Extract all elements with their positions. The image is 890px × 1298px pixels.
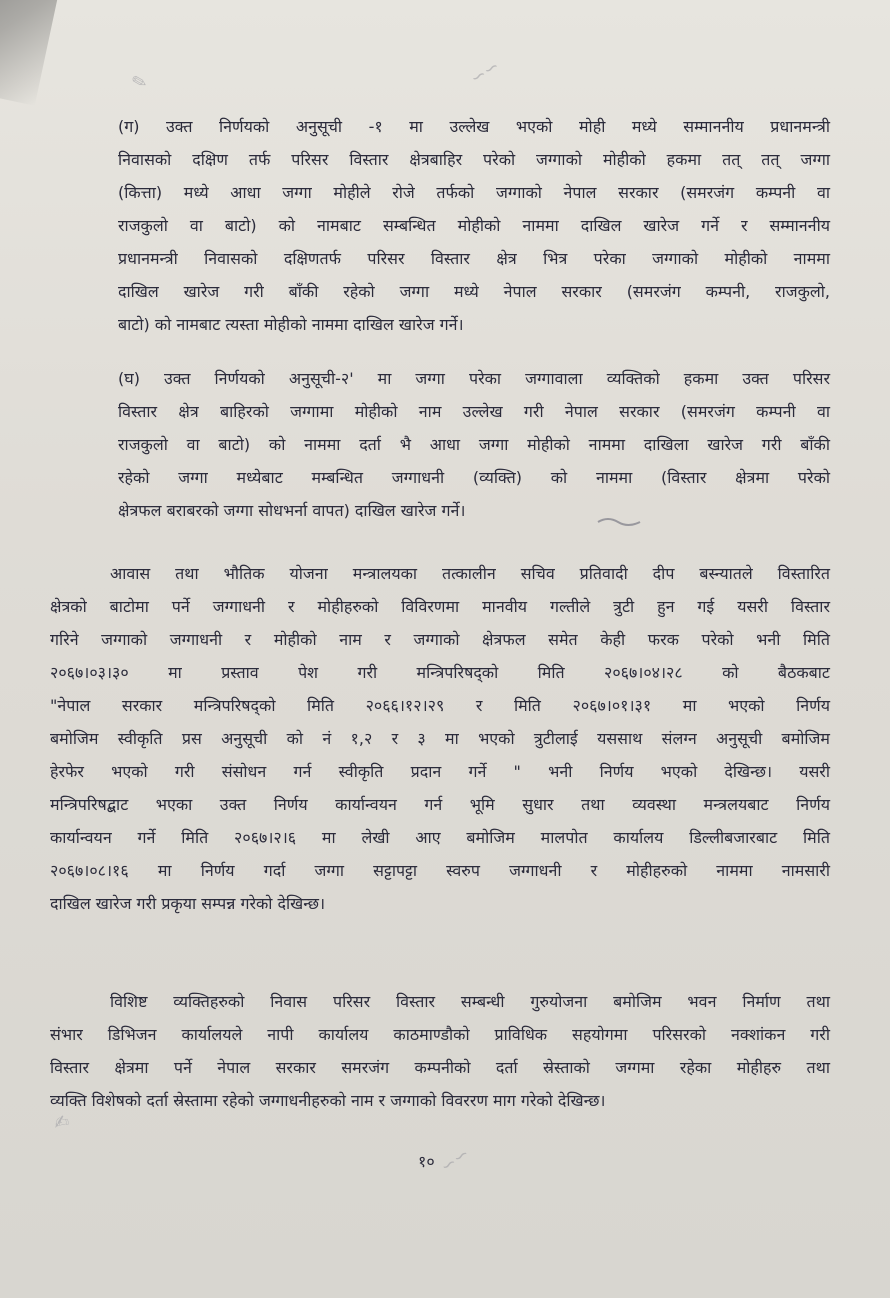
paragraph-line: मन्त्रिपरिषद्बाट भएका उक्त निर्णय कार्यान्वयन गर्न भूमि सुधार तथा व्यवस्था मन्त्रलयबाट निर्णय (50, 795, 830, 814)
paragraph-line: (घ) उक्त निर्णयको अनुसूची-२' मा जग्गा परेका जग्गावाला व्यक्तिको हकमा उक्त परिसर (118, 369, 830, 388)
paragraph-line: २०६७।०८।१६ मा निर्णय गर्दा जग्गा सट्टापट्टा स्वरुप जग्गाधनी र मोहीहरुको नाममा नामसारी (50, 861, 830, 880)
paragraph-master-plan (50, 985, 830, 1117)
signature-scribble-icon: ∽∽ (436, 1143, 474, 1178)
paragraph-line: प्रधानमन्त्री निवासको दक्षिणतर्फ परिसर विस्तार क्षेत्र भित्र परेका जग्गाको मोहीको नाममा (118, 249, 830, 268)
signature-scribble-icon: ∽∽ (466, 55, 504, 90)
handwritten-initial-icon: ✍ (52, 1110, 71, 1135)
paragraph-line: दाखिल खारेज गरी प्रकृया सम्पन्न गरेको देखिन्छ। (50, 894, 326, 913)
paragraph-line: बाटो) को नामबाट त्यस्ता मोहीको नाममा दाखिल खारेज गर्ने। (118, 315, 464, 334)
paragraph-line: आवास तथा भौतिक योजना मन्त्रालयका तत्कालीन सचिव प्रतिवादी दीप बस्न्यातले विस्तारित (110, 564, 830, 583)
paragraph-line: रहेको जग्गा मध्येबाट मम्बन्धित जग्गाधनी (व्यक्ति) को नाममा (विस्तार क्षेत्रमा परेको (118, 468, 830, 487)
paragraph-line: संभार डिभिजन कार्यालयले नापी कार्यालय काठमाण्डौको प्राविधिक सहयोगमा परिसरको नक्शांकन गरी (50, 1025, 830, 1044)
paragraph-line: (कित्ता) मध्ये आधा जग्गा मोहीले रोजे तर्फको जग्गाको नेपाल सरकार (समरजंग कम्पनी वा (118, 183, 830, 202)
paragraph-ministry-decision (50, 557, 830, 920)
page-number: १० (418, 1152, 435, 1171)
paragraph-line: राजकुलो वा बाटो) को नामबाट सम्बन्धित मोहीको नाममा दाखिल खारेज गर्ने र सम्माननीय (118, 216, 830, 235)
paragraph-line: "नेपाल सरकार मन्त्रिपरिषद्को मिति २०६६।१२।२९ र मिति २०६७।०१।३१ मा भएको निर्णय (50, 696, 830, 715)
paragraph-line: कार्यान्वयन गर्ने मिति २०६७।२।६ मा लेखी आए बमोजिम मालपोत कार्यालय डिल्लीबजारबाट मिति (50, 828, 830, 847)
paragraph-line: २०६७।०३।३० मा प्रस्ताव पेश गरी मन्त्रिपरिषद्को मिति २०६७।०४।२८ को बैठकबाट (50, 663, 830, 682)
paragraph-line: विस्तार क्षेत्रमा पर्ने नेपाल सरकार समरजंग कम्पनीको दर्ता स्रेस्ताको जग्गमा रहेका मोहीहरु तथा (50, 1058, 830, 1077)
paragraph-line: राजकुलो वा बाटो) को नाममा दर्ता भै आधा जग्गा मोहीको नाममा दाखिला खारेज गरी बाँकी (118, 435, 830, 454)
paragraph-line: विस्तार क्षेत्र बाहिरको जग्गामा मोहीको नाम उल्लेख गरी नेपाल सरकार (समरजंग कम्पनी वा (118, 402, 830, 421)
paragraph-clause-ga (50, 110, 830, 341)
paragraph-line: क्षेत्रको बाटोमा पर्ने जग्गाधनी र मोहीहरुको विविरणमा मानवीय गल्तीले त्रुटी हुन गई यसरी विस्तार (50, 597, 830, 616)
paragraph-line: विशिष्ट व्यक्तिहरुको निवास परिसर विस्तार सम्बन्धी गुरुयोजना बमोजिम भवन निर्माण तथा (110, 992, 830, 1011)
paragraph-clause-gha (50, 362, 830, 527)
page-corner-shadow (0, 0, 64, 106)
paragraph-line: क्षेत्रफल बराबरको जग्गा सोधभर्ना वापत) दाखिल खारेज गर्ने। (118, 501, 466, 520)
paragraph-line: (ग) उक्त निर्णयको अनुसूची -१ मा उल्लेख भएको मोही मध्ये सम्माननीय प्रधानमन्त्री (118, 117, 830, 136)
paragraph-line: बमोजिम स्वीकृति प्रस अनुसूची को नं १,२ र ३ मा भएको त्रुटीलाई यससाथ संलग्न अनुसूची बमोजिम (50, 729, 830, 748)
paragraph-line: हेरफेर भएको गरी संसोधन गर्न स्वीकृति प्रदान गर्ने " भनी निर्णय भएको देखिन्छ। यसरी (50, 762, 830, 781)
paragraph-line: निवासको दक्षिण तर्फ परिसर विस्तार क्षेत्रबाहिर परेको जग्गाको मोहीको हकमा तत् तत् जग्गा (118, 150, 830, 169)
handwritten-mark-icon: ✎ (129, 70, 150, 95)
paragraph-line: दाखिल खारेज गरी बाँकी रहेको जग्गा मध्ये नेपाल सरकार (समरजंग कम्पनी, राजकुलो, (118, 282, 830, 301)
paragraph-line: व्यक्ति विशेषको दर्ता स्रेस्तामा रहेको जग्गाधनीहरुको नाम र जग्गाको विवररण माग गरेको देखिन्छ। (50, 1091, 606, 1110)
paragraph-line: गरिने जग्गाको जग्गाधनी र मोहीको नाम र जग्गाको क्षेत्रफल समेत केही फरक परेको भनी मिति (50, 630, 830, 649)
